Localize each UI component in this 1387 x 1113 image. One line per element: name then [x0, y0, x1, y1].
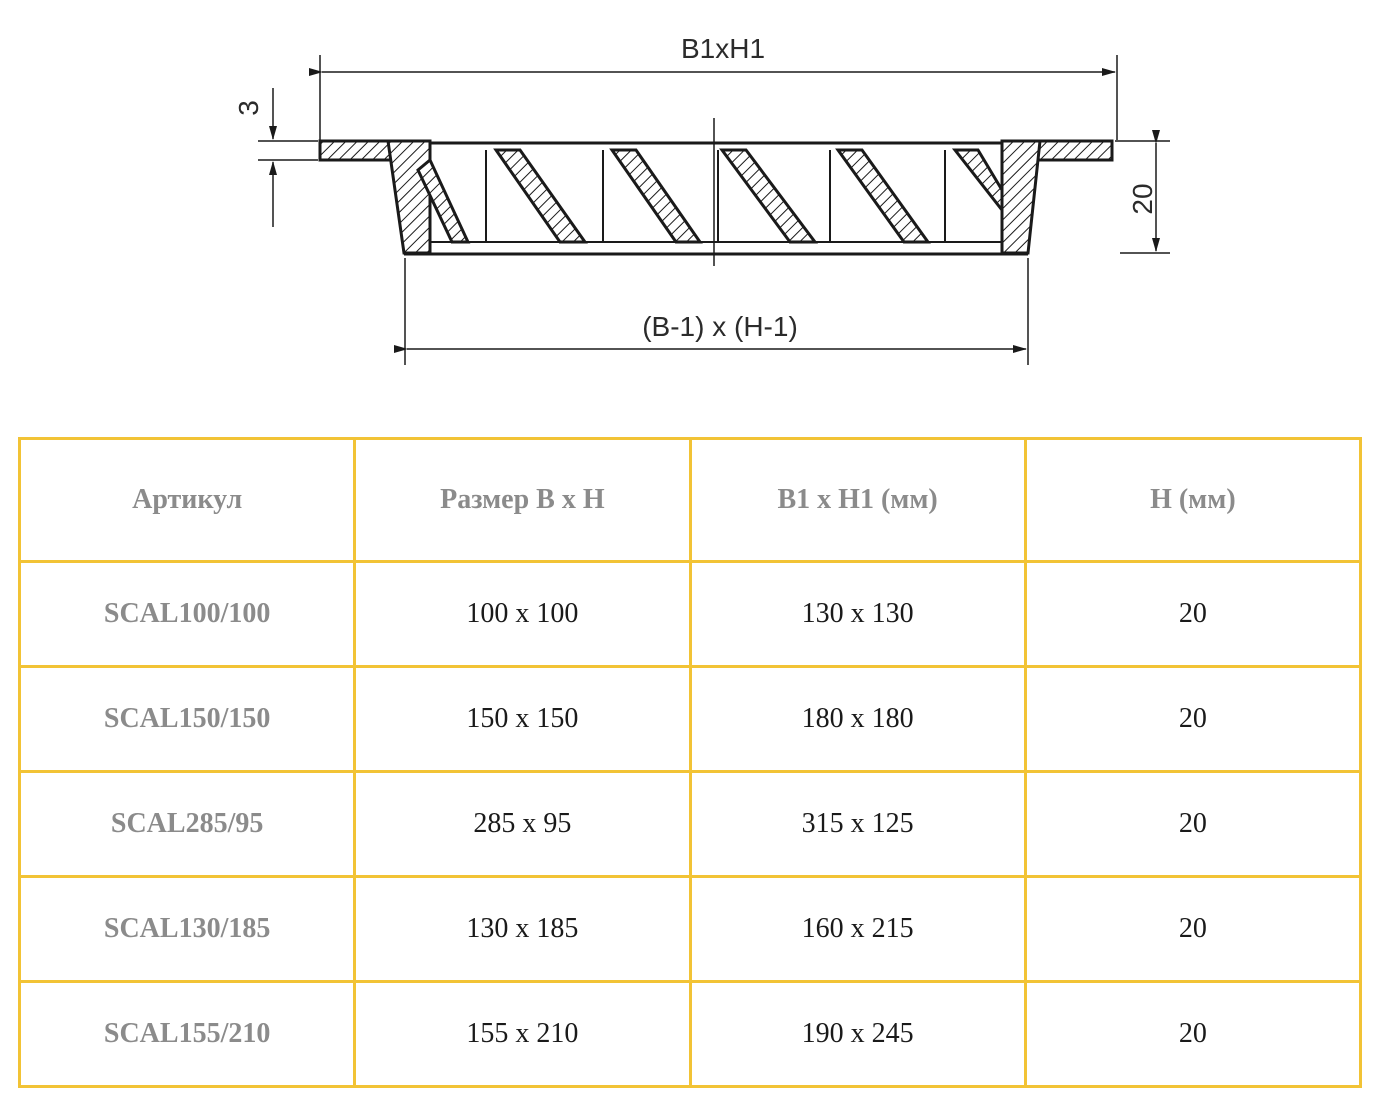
cell-size: 130 x 185 [355, 877, 690, 982]
cell-article: SCAL130/185 [20, 877, 355, 982]
cell-height: 20 [1025, 772, 1360, 877]
table-row [20, 982, 1361, 1087]
right-wall [1002, 141, 1040, 253]
louver-5 [838, 150, 928, 242]
right-dimension [1115, 141, 1170, 253]
bottom-dimension-label: (B-1) x (H-1) [642, 311, 798, 342]
cell-height: 20 [1025, 562, 1360, 667]
left-dimension [233, 88, 318, 227]
table-row [20, 877, 1361, 982]
table-row [20, 562, 1361, 667]
bottom-dimension [405, 258, 1028, 365]
cell-outer-size: 180 x 180 [690, 667, 1025, 772]
header-article: Артикул [20, 439, 355, 562]
left-dimension-label: 3 [233, 100, 264, 116]
cell-outer-size: 315 x 125 [690, 772, 1025, 877]
left-wall [388, 141, 430, 253]
header-size: Размер B x H [355, 439, 690, 562]
cell-outer-size: 130 x 130 [690, 562, 1025, 667]
cell-size: 285 x 95 [355, 772, 690, 877]
top-dimension [320, 33, 1117, 140]
header-height: H (мм) [1025, 439, 1360, 562]
cell-size: 150 x 150 [355, 667, 690, 772]
cell-article: SCAL155/210 [20, 982, 355, 1087]
louver-2 [496, 150, 585, 242]
cell-article: SCAL285/95 [20, 772, 355, 877]
cell-size: 100 x 100 [355, 562, 690, 667]
cell-height: 20 [1025, 982, 1360, 1087]
cell-outer-size: 190 x 245 [690, 982, 1025, 1087]
header-outer-size: B1 x H1 (мм) [690, 439, 1025, 562]
cell-article: SCAL150/150 [20, 667, 355, 772]
top-dimension-label: B1xH1 [680, 33, 766, 64]
louver-4 [722, 150, 815, 242]
table-row [20, 667, 1361, 772]
grille-body [320, 118, 1112, 266]
specification-table [18, 437, 1362, 1088]
right-dimension-label: 20 [1127, 183, 1158, 215]
cell-size: 155 x 210 [355, 982, 690, 1087]
cell-outer-size: 160 x 215 [690, 877, 1025, 982]
cell-article: SCAL100/100 [20, 562, 355, 667]
table-header-row [20, 439, 1361, 562]
cell-height: 20 [1025, 877, 1360, 982]
table-row [20, 772, 1361, 877]
louver-3 [612, 150, 700, 242]
grille-cross-section-drawing [0, 0, 1387, 400]
cell-height: 20 [1025, 667, 1360, 772]
louver-6 [955, 150, 1002, 210]
